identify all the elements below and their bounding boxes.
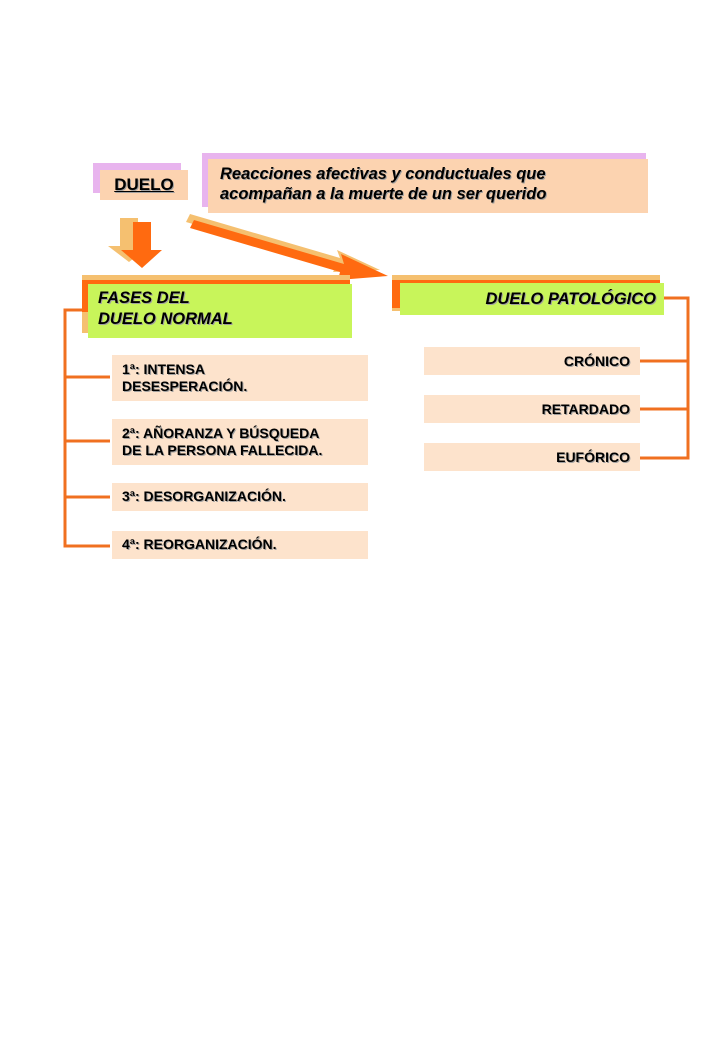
phase-box-2 (112, 419, 368, 465)
phase-box-1 (112, 355, 368, 401)
types-bracket (640, 298, 688, 458)
type-retardado-label: RETARDADO (541, 401, 630, 417)
type-box-retardado (424, 395, 640, 423)
phase-2-line-2: DE LA PERSONA FALLECIDA. (122, 442, 323, 458)
definition-line-2: acompañan a la muerte de un ser querido (220, 185, 547, 203)
phases-bracket (65, 310, 110, 546)
phase-1-line-2: DESESPERACIÓN. (122, 378, 248, 394)
type-cronico-label: CRÓNICO (563, 353, 630, 369)
type-euforico-label: EUFÓRICO (556, 449, 630, 465)
phase-3-line-1: 3ª: DESORGANIZACIÓN. (122, 488, 286, 504)
fases-title-line-2: DUELO NORMAL (98, 310, 233, 328)
diagonal-arrow (190, 220, 388, 280)
phase-box-4 (112, 531, 368, 559)
phase-4-line-1: 4ª: REORGANIZACIÓN. (122, 536, 277, 552)
pathological-box (400, 283, 664, 315)
type-box-euforico (424, 443, 640, 471)
phase-box-3 (112, 483, 368, 511)
definition-box (208, 159, 648, 213)
phase-2-line-1: 2ª: AÑORANZA Y BÚSQUEDA (122, 425, 320, 441)
type-box-cronico (424, 347, 640, 375)
pathological-title: DUELO PATOLÓGICO (485, 290, 656, 308)
fases-title-line-1: FASES DEL (98, 289, 190, 307)
duelo-label: DUELO (114, 175, 174, 194)
definition-line-1: Reacciones afectivas y conductuales que (220, 165, 546, 183)
fases-box (88, 284, 352, 338)
phase-1-line-1: 1ª: INTENSA (122, 361, 205, 377)
